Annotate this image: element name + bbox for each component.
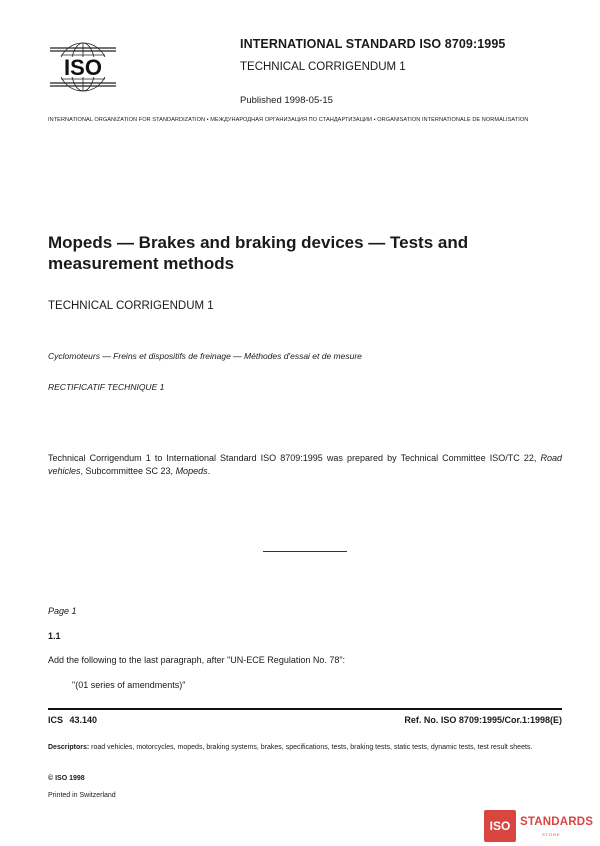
intro-italic-road-vehicles: Road vehicles <box>48 453 562 476</box>
page-label: Page 1 <box>48 606 77 616</box>
intro-part3: . <box>207 465 211 476</box>
printed-in: Printed in Switzerland <box>48 792 116 799</box>
intro-part1: Technical Corrigendum 1 to International Standard ISO 8709:1995 was prepared by Technical Committee ISO/TC 22, <box>48 453 541 463</box>
document-title: Mopeds — Brakes and braking devices — Tests and measurement methods <box>48 233 469 273</box>
descriptors-label: Descriptors: <box>48 744 90 751</box>
descriptors <box>48 743 562 753</box>
ics-code: ICS 43.140 <box>48 715 98 725</box>
standards-store-stamp <box>484 810 594 842</box>
footer-rule <box>48 708 562 710</box>
standard-title: INTERNATIONAL STANDARD ISO 8709:1995 <box>240 37 506 51</box>
descriptors-text: road vehicles, motorcycles, mopeds, braking systems, brakes, specifications, tests, braking tests, static tests, dynamic tests, test result sheets. <box>89 744 533 751</box>
iso-logo <box>48 40 118 94</box>
corrigendum-heading: TECHNICAL CORRIGENDUM 1 <box>48 300 214 312</box>
stamp-sub-text: STORE <box>542 832 561 837</box>
intro-paragraph <box>48 452 562 477</box>
organization-line: INTERNATIONAL ORGANIZATION FOR STANDARDIZATION • МЕЖДУНАРОДНАЯ ОРГАНИЗАЦИЯ ПО СТАНДАРТИЗАЦИИ • ORGANISATION INTERNATIONALE DE NORMALISATION <box>48 117 529 123</box>
iso-logo-text: ISO <box>64 55 102 80</box>
copyright: © ISO 1998 <box>48 775 85 782</box>
french-title: Cyclomoteurs — Freins et dispositifs de freinage — Méthodes d'essai et de mesure <box>48 351 362 361</box>
intro-italic-mopeds: Mopeds <box>175 465 208 476</box>
stamp-main-text: STANDARDS <box>520 816 594 828</box>
published-date: Published 1998-05-15 <box>240 95 333 106</box>
reference-number: Ref. No. ISO 8709:1995/Cor.1:1998(E) <box>404 715 562 725</box>
stamp-iso-badge: ISO <box>484 810 516 842</box>
quoted-text: "(01 series of amendments)" <box>72 680 186 690</box>
french-rectificatif: RECTIFICATIF TECHNIQUE 1 <box>48 382 165 392</box>
instruction-text: Add the following to the last paragraph, after "UN-ECE Regulation No. 78": <box>48 655 346 665</box>
intro-part2: , Subcommittee SC 23, <box>80 465 176 476</box>
clause-number: 1.1 <box>48 631 61 641</box>
corrigendum-label: TECHNICAL CORRIGENDUM 1 <box>240 61 406 73</box>
section-divider <box>263 551 347 552</box>
